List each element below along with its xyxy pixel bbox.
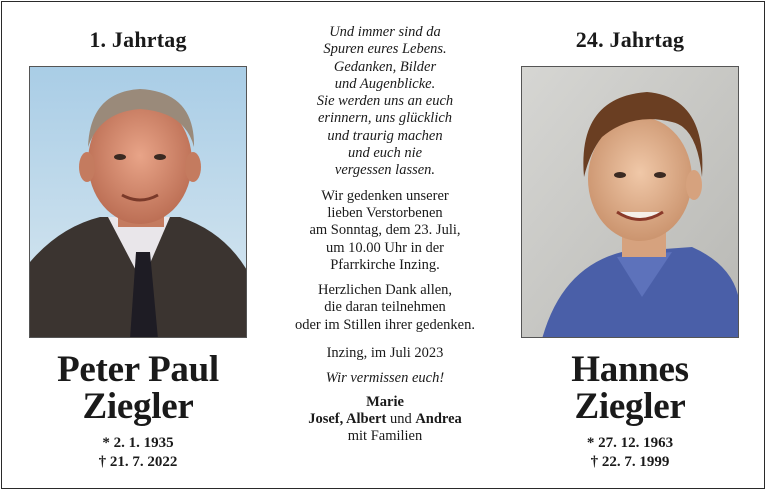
poem-line: vergessen lassen. [334,162,436,179]
thanks-line: die daran teilnehmen [324,299,446,316]
right-person-column [521,2,739,470]
thanks-line: Herzlichen Dank allen, [317,282,453,299]
left-birth-date: * 2. 1. 1935 [102,435,174,451]
invitation-line: lieben Verstorbenen [327,204,443,221]
right-death-date: † 22. 7. 1999 [590,454,670,470]
closing-line: Wir vermissen euch! [325,370,445,387]
poem-line: Gedanken, Bilder [333,58,437,75]
right-name-line2: Ziegler [574,386,686,427]
invitation [260,188,510,274]
signature-and: und [386,410,416,427]
left-portrait-photo [29,66,247,338]
left-person-name [9,351,267,425]
signature-line3: mit Familien [347,428,423,445]
left-portrait-image [30,67,247,338]
right-anniversary-heading: 24. Jahrtag [575,27,685,52]
signature-names-b: Andrea [415,410,462,427]
signature-line1: Marie [366,393,404,410]
poem-line: Spuren eures Lebens. [323,41,447,58]
poem-line: Und immer sind da [329,24,441,40]
left-life-dates [29,434,247,472]
right-portrait-photo [521,66,739,338]
right-birth-date: * 27. 12. 1963 [586,435,674,451]
left-anniversary-heading: 1. Jahrtag [89,27,187,52]
place-date: Inzing, im Juli 2023 [326,345,444,362]
left-person-column [29,2,247,470]
memorial-card [1,1,765,489]
left-death-date: † 21. 7. 2022 [98,454,178,470]
right-life-dates [521,434,739,472]
invitation-line: Wir gedenken unserer [321,187,449,204]
signature [260,394,510,446]
memorial-text [260,24,510,446]
invitation-line: Pfarrkirche Inzing. [330,256,440,273]
signature-line2 [260,411,510,428]
right-person-name [501,351,759,425]
poem-line: und traurig machen [327,127,443,144]
poem [260,24,510,180]
right-portrait-image [522,67,739,338]
poem-line: und euch nie [347,145,423,162]
poem-line: und Augenblicke. [334,75,436,92]
thanks-line: oder im Stillen ihrer gedenken. [295,316,475,333]
poem-line: Sie werden uns an euch [316,93,454,110]
thanks [260,282,510,334]
right-name-line1: Hannes [571,349,689,390]
invitation-line: am Sonntag, dem 23. Juli, [309,222,461,239]
left-name-line1: Peter Paul [57,349,219,390]
poem-line: erinnern, uns glücklich [317,110,453,127]
signature-names-a: Josef, Albert [308,410,387,427]
invitation-line: um 10.00 Uhr in der [326,239,444,256]
left-name-line2: Ziegler [82,386,194,427]
